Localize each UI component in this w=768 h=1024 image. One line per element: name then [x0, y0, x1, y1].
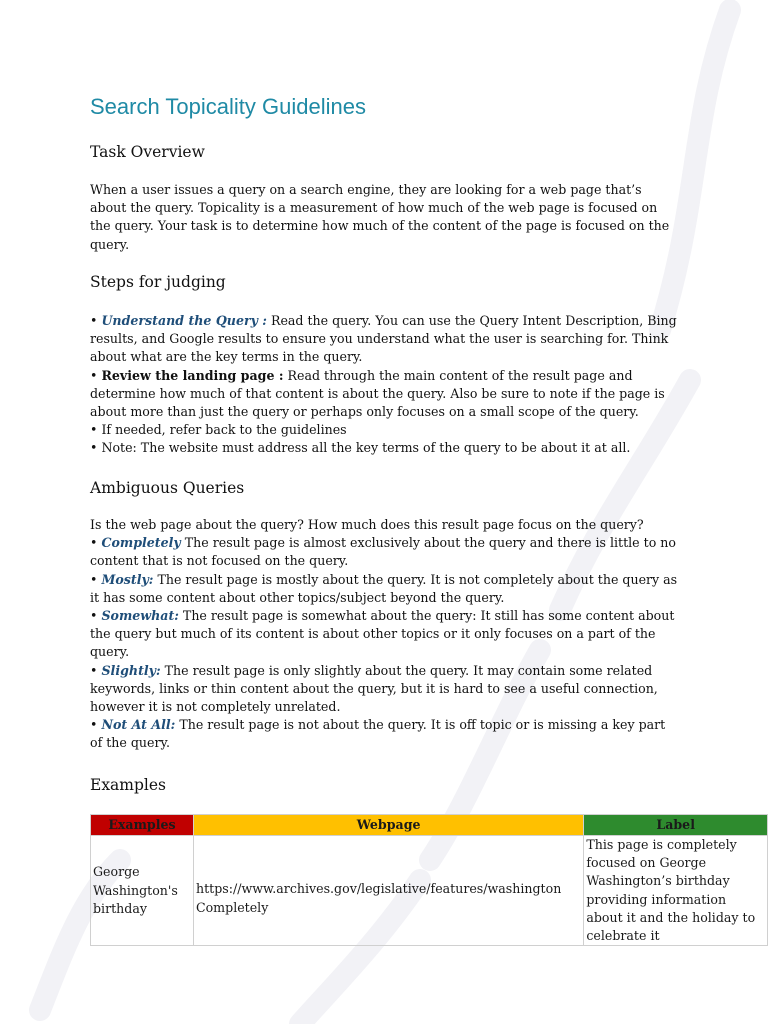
step-text: Note: The website must address all the key terms of the query to be about it at all.	[97, 440, 631, 456]
step-keyword: Understand the Query :	[101, 313, 267, 328]
step-keyword: Review the landing page :	[101, 367, 284, 383]
webpage-url: https://www.archives.gov/legislative/features/washington	[195, 881, 562, 897]
rating-keyword: Somewhat:	[101, 608, 179, 624]
ambiguous-heading: Ambiguous Queries	[90, 479, 245, 497]
task-overview-text: When a user issues a query on a search engine, they are looking for a web page that’s about the query. Topicality is a measurement of how much of the web page is focused on the query. Your task is to determine how much of the content of the page is focused on the query.	[90, 182, 670, 252]
rating-text: The result page is not about the query. It is off topic or is missing a key part of the query.	[90, 717, 666, 751]
step-text: Read through the main content of the result page and determine how much of that content is about the query. Also be sure to note if the page is about more than just the query or perhaps only focuses on a small scope of the query.	[90, 367, 665, 420]
bullet: •	[90, 440, 98, 456]
bullet: •	[90, 571, 98, 587]
webpage-cell	[193, 836, 583, 946]
rating-text: The result page is somewhat about the query: It still has some content about the query but much of its content is about other topics or it only focuses on a part of the query.	[90, 608, 675, 660]
steps-heading: Steps for judging	[90, 273, 226, 291]
bullet: •	[90, 422, 98, 438]
label-cell: This page is completely focused on George Washington’s birthday providing information about it and the holiday to celebrate it	[584, 836, 768, 946]
rating-text: The result page is only slightly about the query. It may contain some related keywords, links or thin content about the query, but it is hard to see a useful connection, however it is not completely unrelated.	[90, 662, 658, 715]
bullet: •	[90, 367, 98, 383]
task-overview-heading: Task Overview	[90, 143, 205, 161]
examples-table-clip	[90, 0, 768, 1024]
step-text: Read the query. You can use the Query Intent Description, Bing results, and Google results to ensure you understand what the user is searching for. Think about what are the key terms in the query.	[90, 313, 677, 365]
rating-keyword: Not At All:	[101, 717, 176, 733]
bullet: •	[90, 717, 98, 733]
bullet: •	[90, 535, 98, 551]
bullet: •	[90, 608, 98, 624]
step-text: If needed, refer back to the guidelines	[97, 422, 347, 438]
header-examples: Examples	[91, 815, 194, 836]
ambiguous-intro: Is the web page about the query? How much does this result page focus on the query?	[90, 517, 644, 532]
header-webpage: Webpage	[193, 815, 583, 836]
rating-text: The result page is mostly about the query. It is not completely about the query as it has some content about other topics/subject beyond the query.	[90, 571, 678, 605]
table-row	[91, 836, 768, 946]
rating-keyword: Slightly:	[101, 662, 161, 678]
rating-keyword: Completely	[101, 535, 181, 551]
rating-keyword: Mostly:	[101, 571, 154, 587]
example-cell: George Washington's birthday	[91, 836, 194, 946]
page-title: Search Topicality Guidelines	[90, 94, 366, 119]
webpage-rating: Completely	[195, 899, 269, 915]
examples-table	[90, 814, 768, 946]
bullet: •	[90, 313, 98, 328]
table-header-row	[91, 815, 768, 836]
bullet: •	[90, 662, 98, 678]
examples-heading: Examples	[90, 776, 167, 794]
header-label: Label	[584, 815, 768, 836]
rating-text: The result page is almost exclusively about the query and there is little to no content that is not focused on the query.	[90, 535, 676, 569]
